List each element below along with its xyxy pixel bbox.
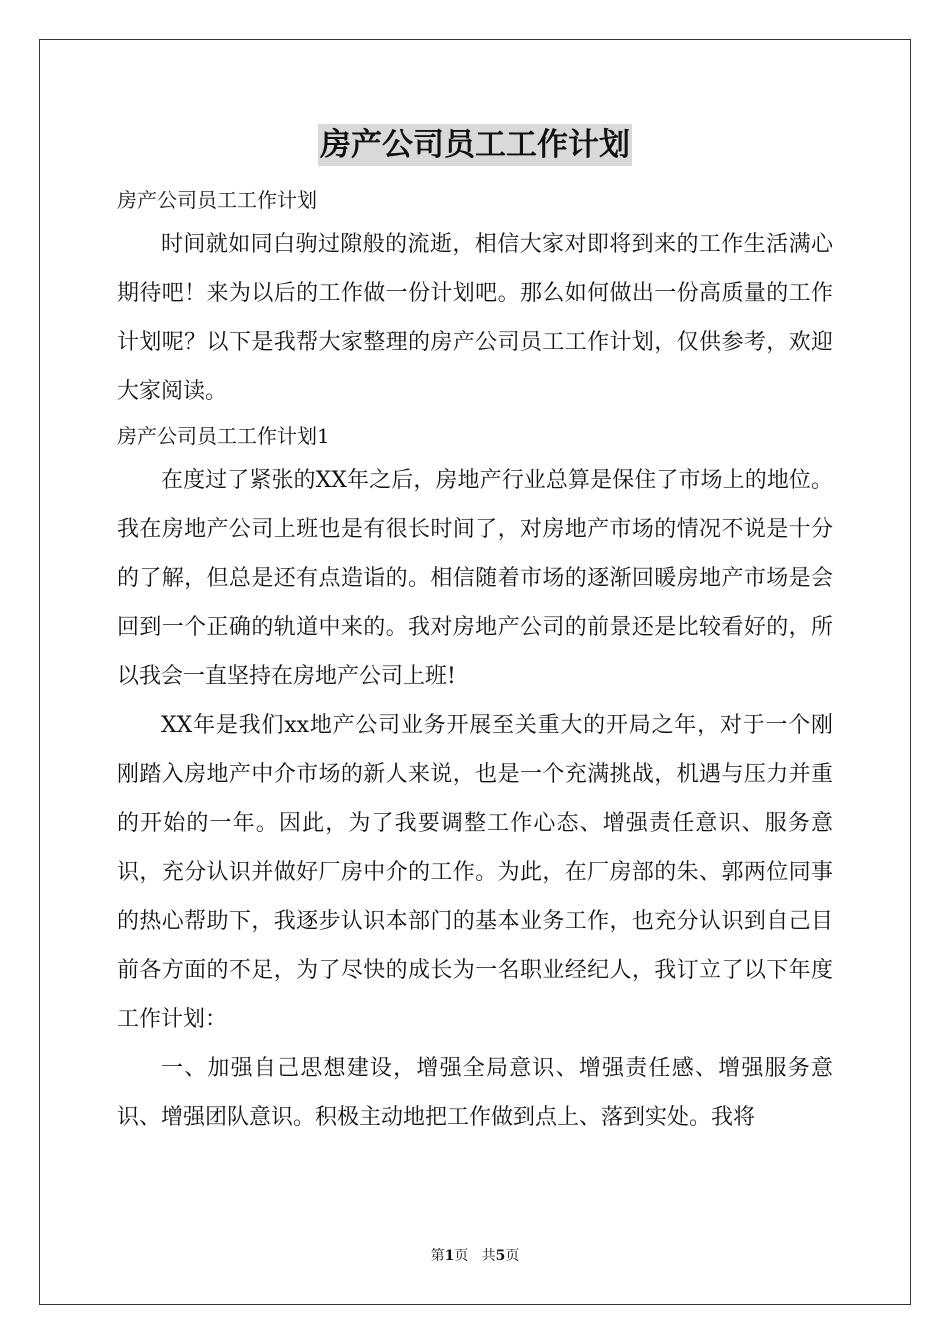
body-paragraph: XX年是我们xx地产公司业务开展至关重大的开局之年，对于一个刚刚踏入房地产中介市场的新人来说，也是一个充满挑战，机遇与压力并重的开始的一年。因此，为了我要调整工作心态、增强责任意识、服务意识，充分认识并做好厂房中介的工作。为此，在厂房部的朱、郭两位同事的热心帮助下，我逐步认识本部门的基本业务工作，也充分认识到自己目前各方面的不足，为了尽快的成长为一名职业经纪人，我订立了以下年度工作计划：	[117, 713, 833, 1032]
body-paragraph: 一、加强自己思想建设，增强全局意识、增强责任感、增强服务意识、增强团队意识。积极主动地把工作做到点上、落到实处。我将	[117, 1056, 833, 1130]
page-suffix: 页	[454, 1248, 469, 1264]
total-prefix: 共	[481, 1248, 496, 1264]
page-footer	[0, 1246, 950, 1266]
total-suffix: 页	[505, 1248, 520, 1264]
page-number: 1	[444, 1248, 455, 1264]
document-body	[117, 180, 833, 1142]
intro-paragraph: 时间就如同白驹过隙般的流逝，相信大家对即将到来的工作生活满心期待吧！来为以后的工作做一份计划吧。那么如何做出一份高质量的工作计划呢？以下是我帮大家整理的房产公司员工工作计划，仅供参考，欢迎大家阅读。	[117, 232, 833, 404]
section-heading-1: 房产公司员工工作计划1	[117, 424, 330, 448]
body-paragraph: 在度过了紧张的XX年之后，房地产行业总算是保住了市场上的地位。我在房地产公司上班也是有很长时间了，对房地产市场的情况不说是十分的了解，但总是还有点造诣的。相信随着市场的逐渐回暖房地产市场是会回到一个正确的轨道中来的。我对房地产公司的前景还是比较看好的，所以我会一直坚持在房地产公司上班!	[117, 468, 833, 689]
document-title: 房产公司员工工作计划	[318, 124, 632, 166]
page-prefix: 第	[430, 1248, 445, 1264]
document-subtitle: 房产公司员工工作计划	[117, 188, 317, 212]
title-container	[0, 124, 950, 166]
page-total: 5	[495, 1248, 506, 1264]
